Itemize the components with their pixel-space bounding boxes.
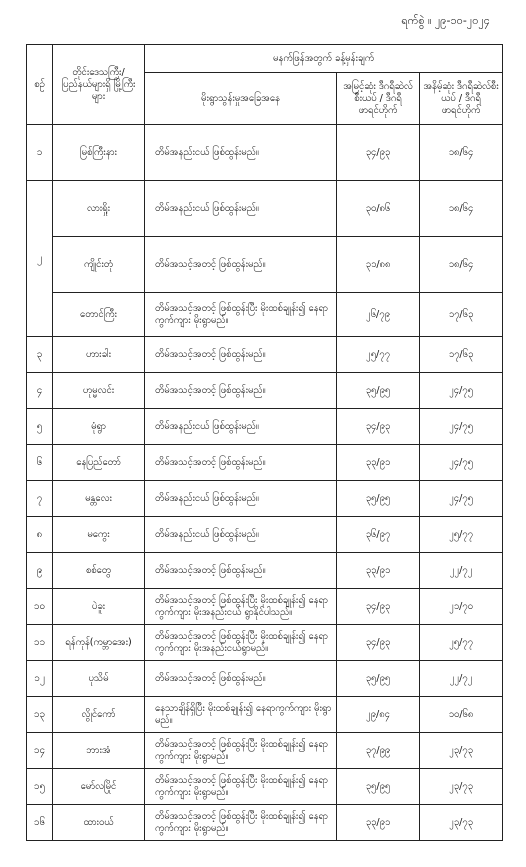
row-no: ၁ — [27, 125, 53, 181]
row-condition: တိမ်အနည်းငယ် ဖြစ်ထွန်းမည်။ — [145, 517, 337, 553]
row-max: ၃၅/၉၅ — [337, 769, 420, 805]
header-min: အနိမ့်ဆုံး ဒီဂရီဆဲလ်စီးယပ် / ဒီဂရီဖာရင်ဟိုက် — [420, 73, 503, 125]
table-row — [27, 589, 503, 625]
row-max: ၃၅/၉၅ — [337, 373, 420, 409]
row-city: စစ်တွေ — [53, 553, 145, 589]
row-condition: တိမ်အသင့်အတင့် ဖြစ်ထွန်းပြီး မိုးထစ်ချုန်း၍ နေရာကွက်ကျား မိုးအနည်းငယ်ရွာမည်။ — [145, 625, 337, 661]
row-min: ၁၇/၆၃ — [420, 337, 503, 373]
table-row — [27, 445, 503, 481]
row-max: ၃၁/၈၈ — [337, 237, 420, 293]
row-no: ၂ — [27, 181, 53, 337]
row-min: ၁၈/၆၄ — [420, 237, 503, 293]
row-no: ၁၆ — [27, 805, 53, 841]
row-min: ၂၄/၇၅ — [420, 373, 503, 409]
row-no: ၁၀ — [27, 589, 53, 625]
row-condition: တိမ်အသင့်အတင့် ဖြစ်ထွန်းမည်။ — [145, 337, 337, 373]
row-city: ပဲခူး — [53, 589, 145, 625]
row-min: ၂၄/၇၅ — [420, 481, 503, 517]
row-no: ၉ — [27, 553, 53, 589]
table-row — [27, 805, 503, 841]
row-city: မန္တလေး — [53, 481, 145, 517]
row-min: ၂၁/၇၀ — [420, 589, 503, 625]
table-row — [27, 733, 503, 769]
row-no: ၁၂ — [27, 661, 53, 697]
table-row — [27, 181, 503, 237]
header-forecast: မနက်ဖြန်အတွက် ခန့်မှန်းချက် — [145, 45, 503, 73]
row-min: ၁၀/၆၈ — [420, 697, 503, 733]
header-city: တိုင်းဒေသကြီး/ ပြည်နယ်များရှိ မြို့ကြီးများ — [53, 45, 145, 125]
row-condition: တိမ်အနည်းငယ် ဖြစ်ထွန်းမည်။ — [145, 481, 337, 517]
row-condition: နေသာချိန်ရှိပြီး မိုးထစ်ချုန်း၍ နေရာကွက်ကျား မိုးရွာမည်။ — [145, 697, 337, 733]
row-condition: တိမ်အနည်းငယ် ဖြစ်ထွန်းမည်။ — [145, 125, 337, 181]
row-condition: တိမ်အသင့်အတင့် ဖြစ်ထွန်းမည်။ — [145, 237, 337, 293]
table-row — [27, 125, 503, 181]
table-row — [27, 697, 503, 733]
row-max: ၃၀/၈၆ — [337, 181, 420, 237]
row-max: ၃၅/၉၅ — [337, 481, 420, 517]
row-condition: တိမ်အသင့်အတင့် ဖြစ်ထွန်းပြီး မိုးထစ်ချုန်း၍ နေရာကွက်ကျား မိုးအနည်းငယ် ရွာနိုင်ပါသည်။ — [145, 589, 337, 625]
row-no: ၅ — [27, 409, 53, 445]
row-city: ဘားအံ — [53, 733, 145, 769]
table-row — [27, 769, 503, 805]
row-no: ၃ — [27, 337, 53, 373]
row-city: ကျိုင်းတုံ — [53, 237, 145, 293]
row-min: ၂၄/၇၅ — [420, 409, 503, 445]
header-no: စဉ် — [27, 45, 53, 125]
row-no: ၈ — [27, 517, 53, 553]
header-max: အမြင့်ဆုံး ဒီဂရီဆဲလ်စီးယပ် / ဒီဂရီဖာရင်ဟိုက် — [337, 73, 420, 125]
row-condition: တိမ်အသင့်အတင့် ဖြစ်ထွန်းမည်။ — [145, 553, 337, 589]
row-city: ဟားခါး — [53, 337, 145, 373]
report-date: ရက်စွဲ ။ ၂၉-၁၀-၂၀၂၄ — [401, 14, 490, 27]
row-no: ၁၁ — [27, 625, 53, 661]
row-max: ၃၆/၉၇ — [337, 517, 420, 553]
row-max: ၂၅/၇၇ — [337, 337, 420, 373]
row-min: ၂၄/၇၅ — [420, 445, 503, 481]
row-no: ၆ — [27, 445, 53, 481]
row-max: ၃၅/၉၅ — [337, 661, 420, 697]
table-row — [27, 409, 503, 445]
row-condition: တိမ်အသင့်အတင့် ဖြစ်ထွန်းပြီး မိုးထစ်ချုန်း၍ နေရာကွက်ကျား မိုးရွာမည်။ — [145, 293, 337, 337]
row-max: ၃၇/၉၉ — [337, 733, 420, 769]
table-row — [27, 237, 503, 293]
row-max: ၃၃/၉၁ — [337, 445, 420, 481]
forecast-table — [26, 44, 503, 841]
table-row — [27, 517, 503, 553]
row-min: ၁၇/၆၃ — [420, 293, 503, 337]
row-min: ၂၃/၇၃ — [420, 805, 503, 841]
row-min: ၂၅/၇၇ — [420, 517, 503, 553]
table-row — [27, 553, 503, 589]
row-condition: တိမ်အသင့်အတင့် ဖြစ်ထွန်းပြီး မိုးထစ်ချုန်း၍ နေရာကွက်ကျား မိုးရွာမည်။ — [145, 733, 337, 769]
row-max: ၂၉/၈၄ — [337, 697, 420, 733]
row-city: ရန်ကုန်(ကမ္ဘာအေး) — [53, 625, 145, 661]
row-min: ၂၃/၇၃ — [420, 769, 503, 805]
table-row — [27, 625, 503, 661]
row-city: မကွေး — [53, 517, 145, 553]
row-max: ၃၃/၉၁ — [337, 805, 420, 841]
row-city: တောင်ကြီး — [53, 293, 145, 337]
row-min: ၁၈/၆၄ — [420, 181, 503, 237]
row-city: လားရှိုး — [53, 181, 145, 237]
row-no: ၁၅ — [27, 769, 53, 805]
row-city: ပုသိမ် — [53, 661, 145, 697]
row-max: ၃၃/၉၁ — [337, 553, 420, 589]
row-city: မော်လမြိုင် — [53, 769, 145, 805]
table-row — [27, 337, 503, 373]
row-max: ၃၄/၉၃ — [337, 625, 420, 661]
table-row — [27, 661, 503, 697]
row-max: ၃၄/၉၃ — [337, 589, 420, 625]
row-condition: တိမ်အသင့်အတင့် ဖြစ်ထွန်းမည်။ — [145, 445, 337, 481]
row-city: မြစ်ကြီးနား — [53, 125, 145, 181]
row-no: ၄ — [27, 373, 53, 409]
row-min: ၂၃/၇၃ — [420, 733, 503, 769]
row-city: ဟုမ္မလင်း — [53, 373, 145, 409]
row-min: ၂၂/၇၂ — [420, 553, 503, 589]
header-condition: မိုးရွာသွန်းမှုအခြေအနေ — [145, 73, 337, 125]
row-no: ၁၄ — [27, 733, 53, 769]
row-max: ၃၄/၉၃ — [337, 125, 420, 181]
row-condition: တိမ်အသင့်အတင့် ဖြစ်ထွန်းပြီး မိုးထစ်ချုန်း၍ နေရာကွက်ကျား မိုးရွာမည်။ — [145, 769, 337, 805]
row-city: မုံရွာ — [53, 409, 145, 445]
row-min: ၂၂/၇၂ — [420, 661, 503, 697]
row-min: ၂၅/၇၇ — [420, 625, 503, 661]
row-condition: တိမ်အသင့်အတင့် ဖြစ်ထွန်းမည်။ — [145, 661, 337, 697]
row-min: ၁၈/၆၄ — [420, 125, 503, 181]
table-row — [27, 481, 503, 517]
table-row — [27, 293, 503, 337]
row-condition: တိမ်အသင့်အတင့် ဖြစ်ထွန်းမည်။ — [145, 373, 337, 409]
row-max: ၂၆/၇၉ — [337, 293, 420, 337]
row-city: လွိုင်ကော် — [53, 697, 145, 733]
table-row — [27, 373, 503, 409]
row-city: နေပြည်တော် — [53, 445, 145, 481]
row-condition: တိမ်အသင့်အတင့် ဖြစ်ထွန်းပြီး မိုးထစ်ချုန်း၍ နေရာကွက်ကျား မိုးရွာမည်။ — [145, 805, 337, 841]
row-condition: တိမ်အနည်းငယ် ဖြစ်ထွန်းမည်။ — [145, 409, 337, 445]
row-condition: တိမ်အနည်းငယ် ဖြစ်ထွန်းမည်။ — [145, 181, 337, 237]
row-max: ၃၄/၉၃ — [337, 409, 420, 445]
row-no: ၁၃ — [27, 697, 53, 733]
row-no: ၇ — [27, 481, 53, 517]
row-city: ထားဝယ် — [53, 805, 145, 841]
